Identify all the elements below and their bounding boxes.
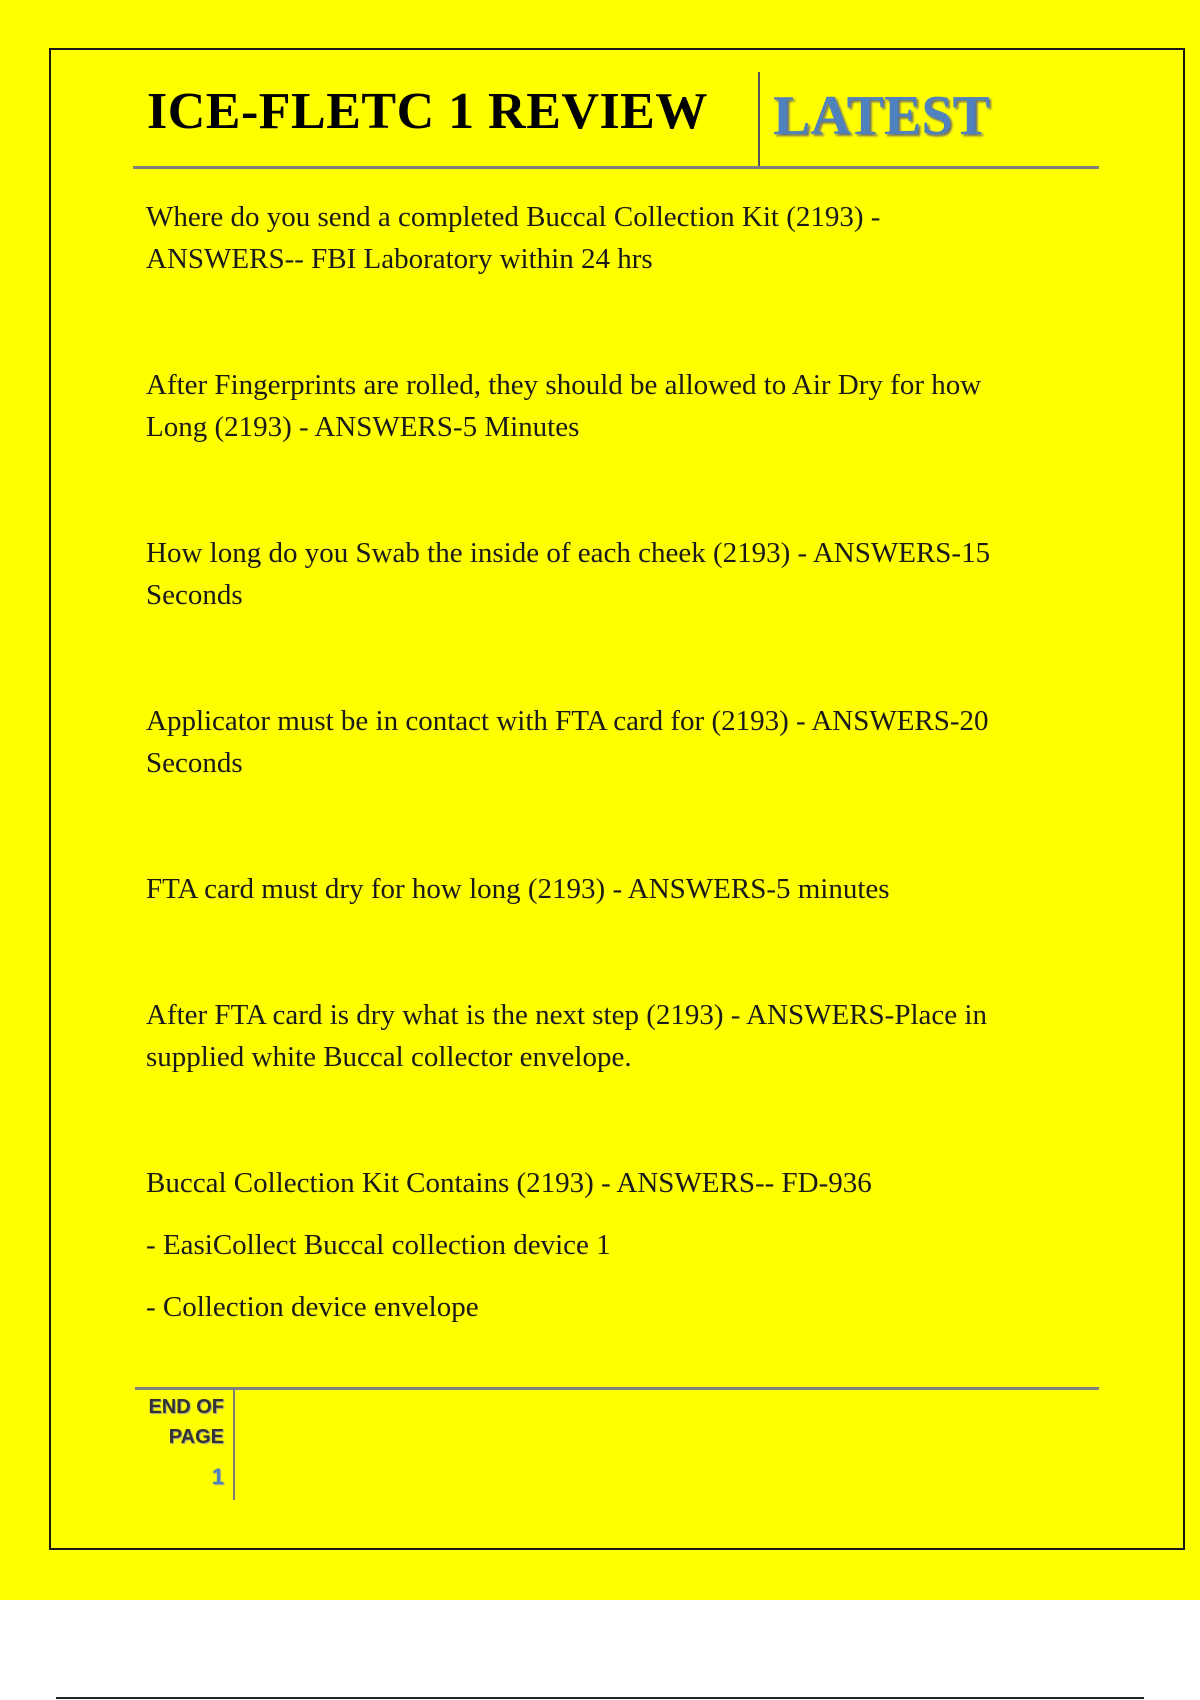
qa-text-line: After Fingerprints are rolled, they should be allowed to Air Dry for how (146, 369, 982, 401)
qa-text-line: Where do you send a completed Buccal Collection Kit (2193) - (146, 201, 881, 233)
qa-item (146, 868, 1096, 910)
footer-label-line: END OF (148, 1396, 224, 1418)
qa-item (146, 196, 1096, 280)
document-header (133, 68, 1099, 168)
qa-text-line: ANSWERS-- FBI Laboratory within 24 hrs (146, 243, 653, 275)
qa-text-line: Seconds (146, 747, 243, 779)
qa-text-line: After FTA card is dry what is the next step (2193) - ANSWERS-Place in (146, 999, 987, 1031)
qa-text-line: supplied white Buccal collector envelope. (146, 1041, 632, 1073)
footer-rule (135, 1387, 1099, 1390)
kit-list-item: - Collection device envelope (146, 1291, 479, 1323)
kit-list-item: - EasiCollect Buccal collection device 1 (146, 1229, 611, 1261)
footer-label-line: PAGE (168, 1426, 224, 1448)
qa-item (146, 364, 1096, 448)
bottom-rule (56, 1697, 1144, 1699)
footer-divider (233, 1390, 235, 1500)
document-title: ICE-FLETC 1 REVIEW (147, 83, 708, 140)
qa-item (146, 994, 1096, 1078)
document-title-accent: LATEST (773, 85, 990, 147)
page-number: 1 (211, 1464, 224, 1489)
qa-text-line: Applicator must be in contact with FTA card for (2193) - ANSWERS-20 (146, 705, 989, 737)
header-rule (133, 166, 1099, 169)
qa-item (146, 700, 1096, 784)
qa-text-line: Long (2193) - ANSWERS-5 Minutes (146, 411, 580, 443)
qa-list (146, 196, 1096, 1328)
header-divider (758, 72, 760, 168)
page-footer (130, 1392, 224, 1492)
qa-item (146, 532, 1096, 616)
qa-text-line: Buccal Collection Kit Contains (2193) - ANSWERS-- FD-936 (146, 1167, 872, 1199)
qa-text-line: Seconds (146, 579, 243, 611)
qa-text-line: FTA card must dry for how long (2193) - ANSWERS-5 minutes (146, 873, 890, 905)
qa-text-line: How long do you Swab the inside of each cheek (2193) - ANSWERS-15 (146, 537, 991, 569)
qa-item-kit (146, 1162, 1096, 1328)
